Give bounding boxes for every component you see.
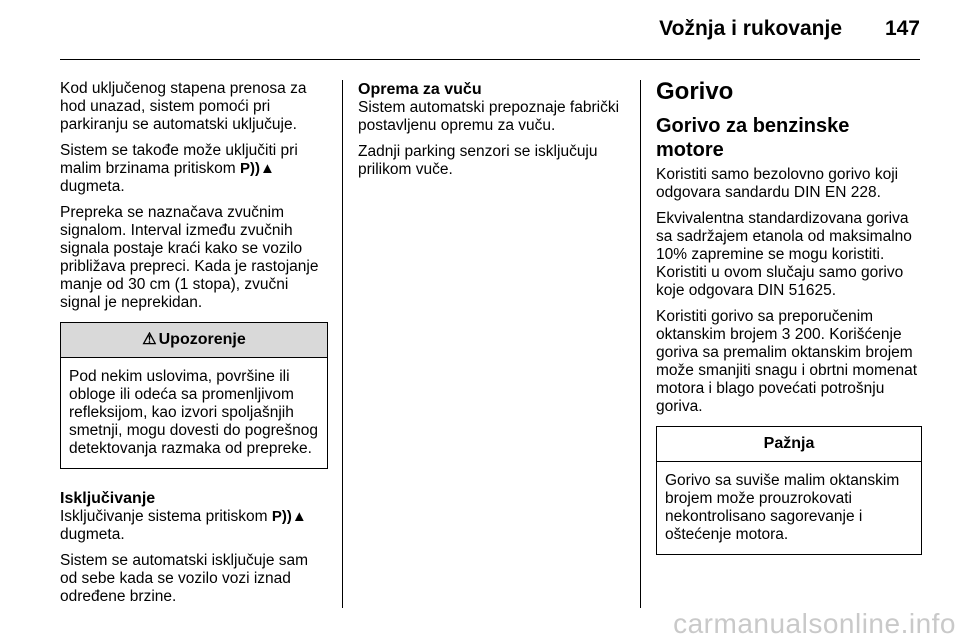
note-box-header: Pažnja	[657, 427, 921, 462]
paragraph: Prepreka se naznačava zvučnim signalom. Interval između zvučnih signala postaje kraći kako se vozilo približava prepreci. Kada je rastojanje manje od 30 cm (1 stopa), zvučni signal je neprekidan.	[60, 204, 319, 311]
paragraph: Ekvivalentna standardizovana goriva sa sadržajem etanola od maksimalno 10% zapremine se mogu koristiti. Koristiti u ovom slučaju samo gorivo koje odgovara DIN 51625.	[656, 210, 912, 299]
column-1	[60, 80, 328, 614]
warning-box-header	[61, 323, 327, 358]
page-reference-link[interactable]: 3 200	[781, 326, 821, 343]
page-header	[0, 0, 960, 62]
page-number: 147	[884, 17, 920, 40]
paragraph: Kod uključenog stapena prenosa za hod unazad, sistem pomoći pri parkiranju se automatski uključuje.	[60, 80, 307, 133]
paragraph: Isključivanje sistema pritiskom P))▲ dugmeta.	[60, 508, 307, 543]
paragraph: Sistem se takođe može uključiti pri malim brzinama pritiskom P))▲ dugmeta.	[60, 142, 298, 195]
warning-box	[60, 322, 328, 469]
parking-assist-icon: P))▲	[271, 508, 307, 525]
paragraph: Koristiti samo bezolovno gorivo koji odgovara sandardu DIN EN 228.	[656, 166, 899, 201]
warning-icon: ⚠	[142, 331, 157, 348]
warning-body: Pod nekim uslovima, površine ili obloge ili odeća sa promenljivom refleksijom, kao izvori spoljašnjih smetnji, mogu dovesti do pogrešnog detektovanja razmaka od prepreke.	[69, 368, 319, 457]
warning-title: Upozorenje	[158, 331, 246, 348]
header-rule	[60, 59, 920, 60]
paragraph: Sistem se automatski isključuje sam od sebe kada se vozilo vozi iznad određene brzine.	[60, 552, 309, 605]
column-3	[656, 80, 922, 575]
section-heading: Gorivo za benzinske motore	[656, 115, 850, 161]
note-body: Gorivo sa suviše malim oktanskim brojem može prouzrokovati nekontrolisano sagorevanje i oštećenje motora.	[665, 472, 900, 543]
paragraph: Sistem automatski prepoznaje fabrički postavljenu opremu za vuču.	[358, 99, 620, 134]
main-heading: Gorivo	[656, 78, 734, 105]
section-heading: Isključivanje	[60, 490, 156, 507]
note-box	[656, 426, 922, 555]
parking-assist-icon: P))▲	[240, 160, 275, 177]
column-divider-1	[342, 80, 343, 608]
column-2	[358, 80, 626, 187]
watermark: carmanualsonline.info	[673, 608, 956, 639]
column-divider-2	[640, 80, 641, 608]
paragraph: Zadnji parking senzori se isključuju prilikom vuče.	[358, 143, 598, 178]
paragraph: Koristiti gorivo sa preporučenim oktanskim brojem 3 200. Korišćenje goriva sa premalim oktanskim brojem može smanjiti snagu i obrtni momenat motora i blago povećati potrošnju goriva.	[656, 308, 918, 415]
section-heading: Oprema za vuču	[358, 81, 482, 98]
header-title: Vožnja i rukovanje	[659, 17, 842, 40]
